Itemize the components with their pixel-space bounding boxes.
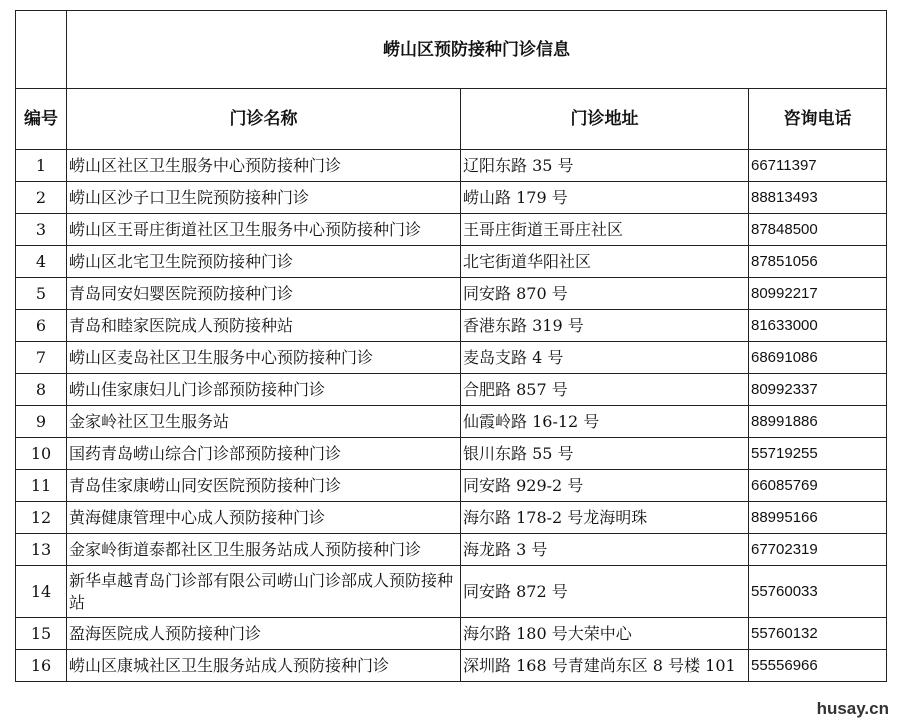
cell-phone: 88813493 xyxy=(749,182,887,214)
table-row xyxy=(16,374,887,406)
cell-phone: 55760132 xyxy=(749,618,887,650)
cell-num: 8 xyxy=(16,374,67,406)
cell-phone: 55760033 xyxy=(749,566,887,618)
cell-address: 深圳路 168 号青建尚东区 8 号楼 101 xyxy=(461,650,749,682)
table-row xyxy=(16,502,887,534)
cell-num: 9 xyxy=(16,406,67,438)
cell-phone: 67702319 xyxy=(749,534,887,566)
cell-num: 14 xyxy=(16,566,67,618)
cell-address: 麦岛支路 4 号 xyxy=(461,342,749,374)
cell-name: 青岛同安妇婴医院预防接种门诊 xyxy=(67,278,461,310)
header-address: 门诊地址 xyxy=(461,89,749,150)
cell-name: 青岛和睦家医院成人预防接种站 xyxy=(67,310,461,342)
cell-num: 3 xyxy=(16,214,67,246)
cell-address: 辽阳东路 35 号 xyxy=(461,150,749,182)
cell-phone: 66085769 xyxy=(749,470,887,502)
cell-phone: 88995166 xyxy=(749,502,887,534)
table-row xyxy=(16,310,887,342)
table-row xyxy=(16,406,887,438)
cell-name: 崂山区康城社区卫生服务站成人预防接种门诊 xyxy=(67,650,461,682)
cell-name: 崂山区社区卫生服务中心预防接种门诊 xyxy=(67,150,461,182)
cell-address: 仙霞岭路 16-12 号 xyxy=(461,406,749,438)
table-row xyxy=(16,214,887,246)
cell-address: 崂山路 179 号 xyxy=(461,182,749,214)
cell-address: 海尔路 180 号大荣中心 xyxy=(461,618,749,650)
table-row xyxy=(16,566,887,618)
cell-address: 银川东路 55 号 xyxy=(461,438,749,470)
cell-name: 盈海医院成人预防接种门诊 xyxy=(67,618,461,650)
table-row xyxy=(16,150,887,182)
cell-address: 北宅街道华阳社区 xyxy=(461,246,749,278)
cell-phone: 88991886 xyxy=(749,406,887,438)
header-num: 编号 xyxy=(16,89,67,150)
cell-phone: 87848500 xyxy=(749,214,887,246)
title-row xyxy=(16,11,887,89)
table-title: 崂山区预防接种门诊信息 xyxy=(67,11,887,89)
cell-num: 12 xyxy=(16,502,67,534)
cell-name: 新华卓越青岛门诊部有限公司崂山门诊部成人预防接种站 xyxy=(67,566,461,618)
cell-address: 同安路 870 号 xyxy=(461,278,749,310)
header-phone: 咨询电话 xyxy=(749,89,887,150)
table-row xyxy=(16,278,887,310)
cell-name: 金家岭街道泰都社区卫生服务站成人预防接种门诊 xyxy=(67,534,461,566)
table-row xyxy=(16,470,887,502)
cell-phone: 68691086 xyxy=(749,342,887,374)
cell-name: 国药青岛崂山综合门诊部预防接种门诊 xyxy=(67,438,461,470)
cell-address: 王哥庄街道王哥庄社区 xyxy=(461,214,749,246)
cell-num: 2 xyxy=(16,182,67,214)
cell-name: 金家岭社区卫生服务站 xyxy=(67,406,461,438)
cell-num: 6 xyxy=(16,310,67,342)
corner-cell xyxy=(16,11,67,89)
cell-name: 崂山区沙子口卫生院预防接种门诊 xyxy=(67,182,461,214)
cell-num: 7 xyxy=(16,342,67,374)
table-row xyxy=(16,650,887,682)
cell-name: 崂山区北宅卫生院预防接种门诊 xyxy=(67,246,461,278)
cell-address: 同安路 929-2 号 xyxy=(461,470,749,502)
cell-name: 青岛佳家康崂山同安医院预防接种门诊 xyxy=(67,470,461,502)
table-row xyxy=(16,182,887,214)
table-row xyxy=(16,534,887,566)
header-name: 门诊名称 xyxy=(67,89,461,150)
table-row xyxy=(16,618,887,650)
cell-name: 崂山佳家康妇儿门诊部预防接种门诊 xyxy=(67,374,461,406)
table-row xyxy=(16,246,887,278)
cell-name: 崂山区麦岛社区卫生服务中心预防接种门诊 xyxy=(67,342,461,374)
cell-num: 5 xyxy=(16,278,67,310)
cell-num: 13 xyxy=(16,534,67,566)
cell-phone: 80992217 xyxy=(749,278,887,310)
cell-num: 10 xyxy=(16,438,67,470)
cell-name: 黄海健康管理中心成人预防接种门诊 xyxy=(67,502,461,534)
cell-num: 16 xyxy=(16,650,67,682)
cell-phone: 81633000 xyxy=(749,310,887,342)
header-row xyxy=(16,89,887,150)
table-row xyxy=(16,342,887,374)
cell-num: 1 xyxy=(16,150,67,182)
cell-num: 15 xyxy=(16,618,67,650)
clinic-table xyxy=(15,10,887,682)
watermark: husay.cn xyxy=(816,699,889,718)
cell-phone: 80992337 xyxy=(749,374,887,406)
cell-address: 合肥路 857 号 xyxy=(461,374,749,406)
cell-address: 同安路 872 号 xyxy=(461,566,749,618)
cell-address: 海龙路 3 号 xyxy=(461,534,749,566)
cell-phone: 87851056 xyxy=(749,246,887,278)
cell-address: 海尔路 178-2 号龙海明珠 xyxy=(461,502,749,534)
cell-phone: 55556966 xyxy=(749,650,887,682)
table-row xyxy=(16,438,887,470)
cell-address: 香港东路 319 号 xyxy=(461,310,749,342)
cell-num: 11 xyxy=(16,470,67,502)
cell-name: 崂山区王哥庄街道社区卫生服务中心预防接种门诊 xyxy=(67,214,461,246)
cell-phone: 66711397 xyxy=(749,150,887,182)
cell-num: 4 xyxy=(16,246,67,278)
cell-phone: 55719255 xyxy=(749,438,887,470)
